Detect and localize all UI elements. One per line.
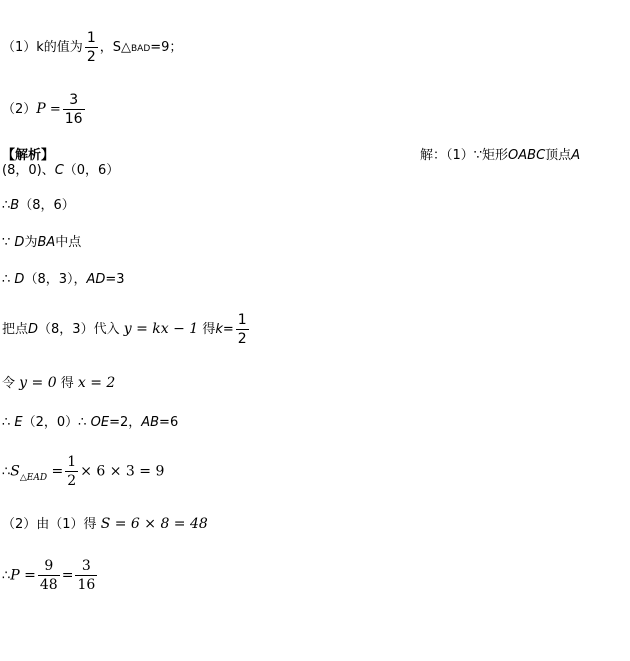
y-zero-eq: y = 0 bbox=[19, 375, 57, 391]
let-prefix: 令 bbox=[2, 376, 16, 391]
ab-value: =6 bbox=[159, 415, 179, 430]
equals-sign: = bbox=[24, 567, 36, 584]
answer-2-var: P bbox=[36, 101, 46, 118]
fraction-denominator: 48 bbox=[39, 577, 58, 594]
d-text: 为 bbox=[24, 235, 38, 250]
b-coords: （8，6） bbox=[19, 198, 75, 213]
answer-1-suffix: =9； bbox=[150, 40, 183, 56]
area-var: S bbox=[10, 463, 20, 480]
fraction-numerator: 1 bbox=[236, 312, 249, 330]
d-label: D bbox=[28, 322, 39, 338]
equals-sign: = bbox=[51, 463, 64, 480]
analysis-coords-line bbox=[2, 164, 119, 177]
p-fraction-2 bbox=[75, 558, 97, 593]
therefore-symbol: ∴ bbox=[2, 198, 11, 213]
coords-c: （0，6） bbox=[63, 163, 120, 178]
ad-label: AD bbox=[86, 272, 106, 287]
e-label: E bbox=[14, 415, 23, 430]
therefore-symbol: ∴ bbox=[2, 568, 11, 584]
analysis-area-line bbox=[2, 454, 164, 489]
e-coords: （2，0）∴ bbox=[22, 415, 87, 430]
answer-1-prefix: （1）k的值为 bbox=[2, 40, 83, 56]
analysis-right-intro bbox=[420, 149, 580, 162]
analysis-substitution-line bbox=[2, 312, 251, 347]
area-rest: × 6 × 3 = 9 bbox=[80, 463, 165, 480]
d-label: D bbox=[14, 272, 25, 287]
answer-2-eq: = bbox=[45, 102, 61, 118]
line-equation: y = kx − 1 bbox=[123, 321, 199, 338]
sub-prefix: 把点 bbox=[2, 322, 29, 338]
ba-label: BA bbox=[37, 235, 56, 250]
analysis-let-y-line bbox=[2, 376, 115, 390]
get-text: 得 bbox=[202, 322, 216, 338]
therefore-symbol: ∴ bbox=[2, 272, 11, 287]
equals-sign: = bbox=[222, 322, 234, 338]
fraction-denominator: 16 bbox=[77, 577, 96, 594]
part2-prefix: （2）由（1）得 bbox=[2, 517, 97, 532]
therefore-symbol: ∴ bbox=[2, 464, 11, 480]
fraction-denominator: 16 bbox=[64, 111, 83, 128]
s-equation: S = 6 × 8 = 48 bbox=[100, 516, 208, 532]
x-two-eq: x = 2 bbox=[77, 375, 116, 391]
intro-text: 解：（1）∵矩形 bbox=[420, 148, 509, 163]
ad-value: =3 bbox=[105, 272, 125, 287]
answer-line-1 bbox=[2, 30, 182, 65]
k-fraction bbox=[236, 312, 249, 347]
area-subscript: △EAD bbox=[19, 472, 48, 483]
analysis-part2-line bbox=[2, 517, 208, 531]
p-fraction-1 bbox=[38, 558, 60, 593]
fraction-denominator: 2 bbox=[67, 473, 77, 490]
oe-value: =2， bbox=[109, 415, 142, 430]
intro-rect-name: OABC bbox=[508, 148, 546, 163]
k-label: k bbox=[215, 322, 223, 338]
answer-1-mid: ，S△ bbox=[99, 40, 131, 56]
oe-label: OE bbox=[90, 415, 110, 430]
coords-c-label: C bbox=[54, 163, 64, 178]
d-label: D bbox=[14, 235, 25, 250]
analysis-probability-line bbox=[2, 558, 99, 593]
equals-sign: = bbox=[61, 567, 74, 584]
answer-1-fraction bbox=[85, 30, 98, 65]
analysis-d-midpoint-line bbox=[2, 236, 81, 249]
therefore-symbol: ∴ bbox=[2, 415, 11, 430]
fraction-numerator: 9 bbox=[38, 558, 60, 576]
get-text: 得 bbox=[60, 376, 74, 391]
answer-2-fraction bbox=[63, 92, 85, 127]
d-coords: （8，3）， bbox=[24, 272, 87, 287]
fraction-numerator: 1 bbox=[65, 454, 78, 472]
answer-2-prefix: （2） bbox=[2, 102, 37, 118]
answer-line-2 bbox=[2, 92, 87, 127]
fraction-numerator: 3 bbox=[75, 558, 97, 576]
fraction-denominator: 2 bbox=[86, 49, 96, 66]
p-var: P bbox=[10, 567, 20, 584]
intro-point: A bbox=[571, 148, 581, 163]
fraction-numerator: 3 bbox=[63, 92, 85, 110]
analysis-d-coords-line bbox=[2, 273, 125, 286]
intro-tail: 顶点 bbox=[545, 148, 572, 163]
midpoint-text: 中点 bbox=[55, 235, 82, 250]
ab-label: AB bbox=[141, 415, 160, 430]
b-label: B bbox=[10, 198, 20, 213]
analysis-header: 【解析】 bbox=[2, 148, 55, 163]
analysis-e-line bbox=[2, 416, 178, 429]
area-fraction bbox=[65, 454, 78, 489]
fraction-numerator: 1 bbox=[85, 30, 98, 48]
answer-1-subscript: BAD bbox=[130, 44, 151, 55]
coords-a: (8，0)、 bbox=[2, 163, 55, 178]
sub-coords: （8，3）代入 bbox=[38, 322, 120, 338]
analysis-b-line bbox=[2, 199, 75, 212]
because-symbol: ∵ bbox=[2, 235, 11, 250]
fraction-denominator: 2 bbox=[237, 331, 247, 348]
